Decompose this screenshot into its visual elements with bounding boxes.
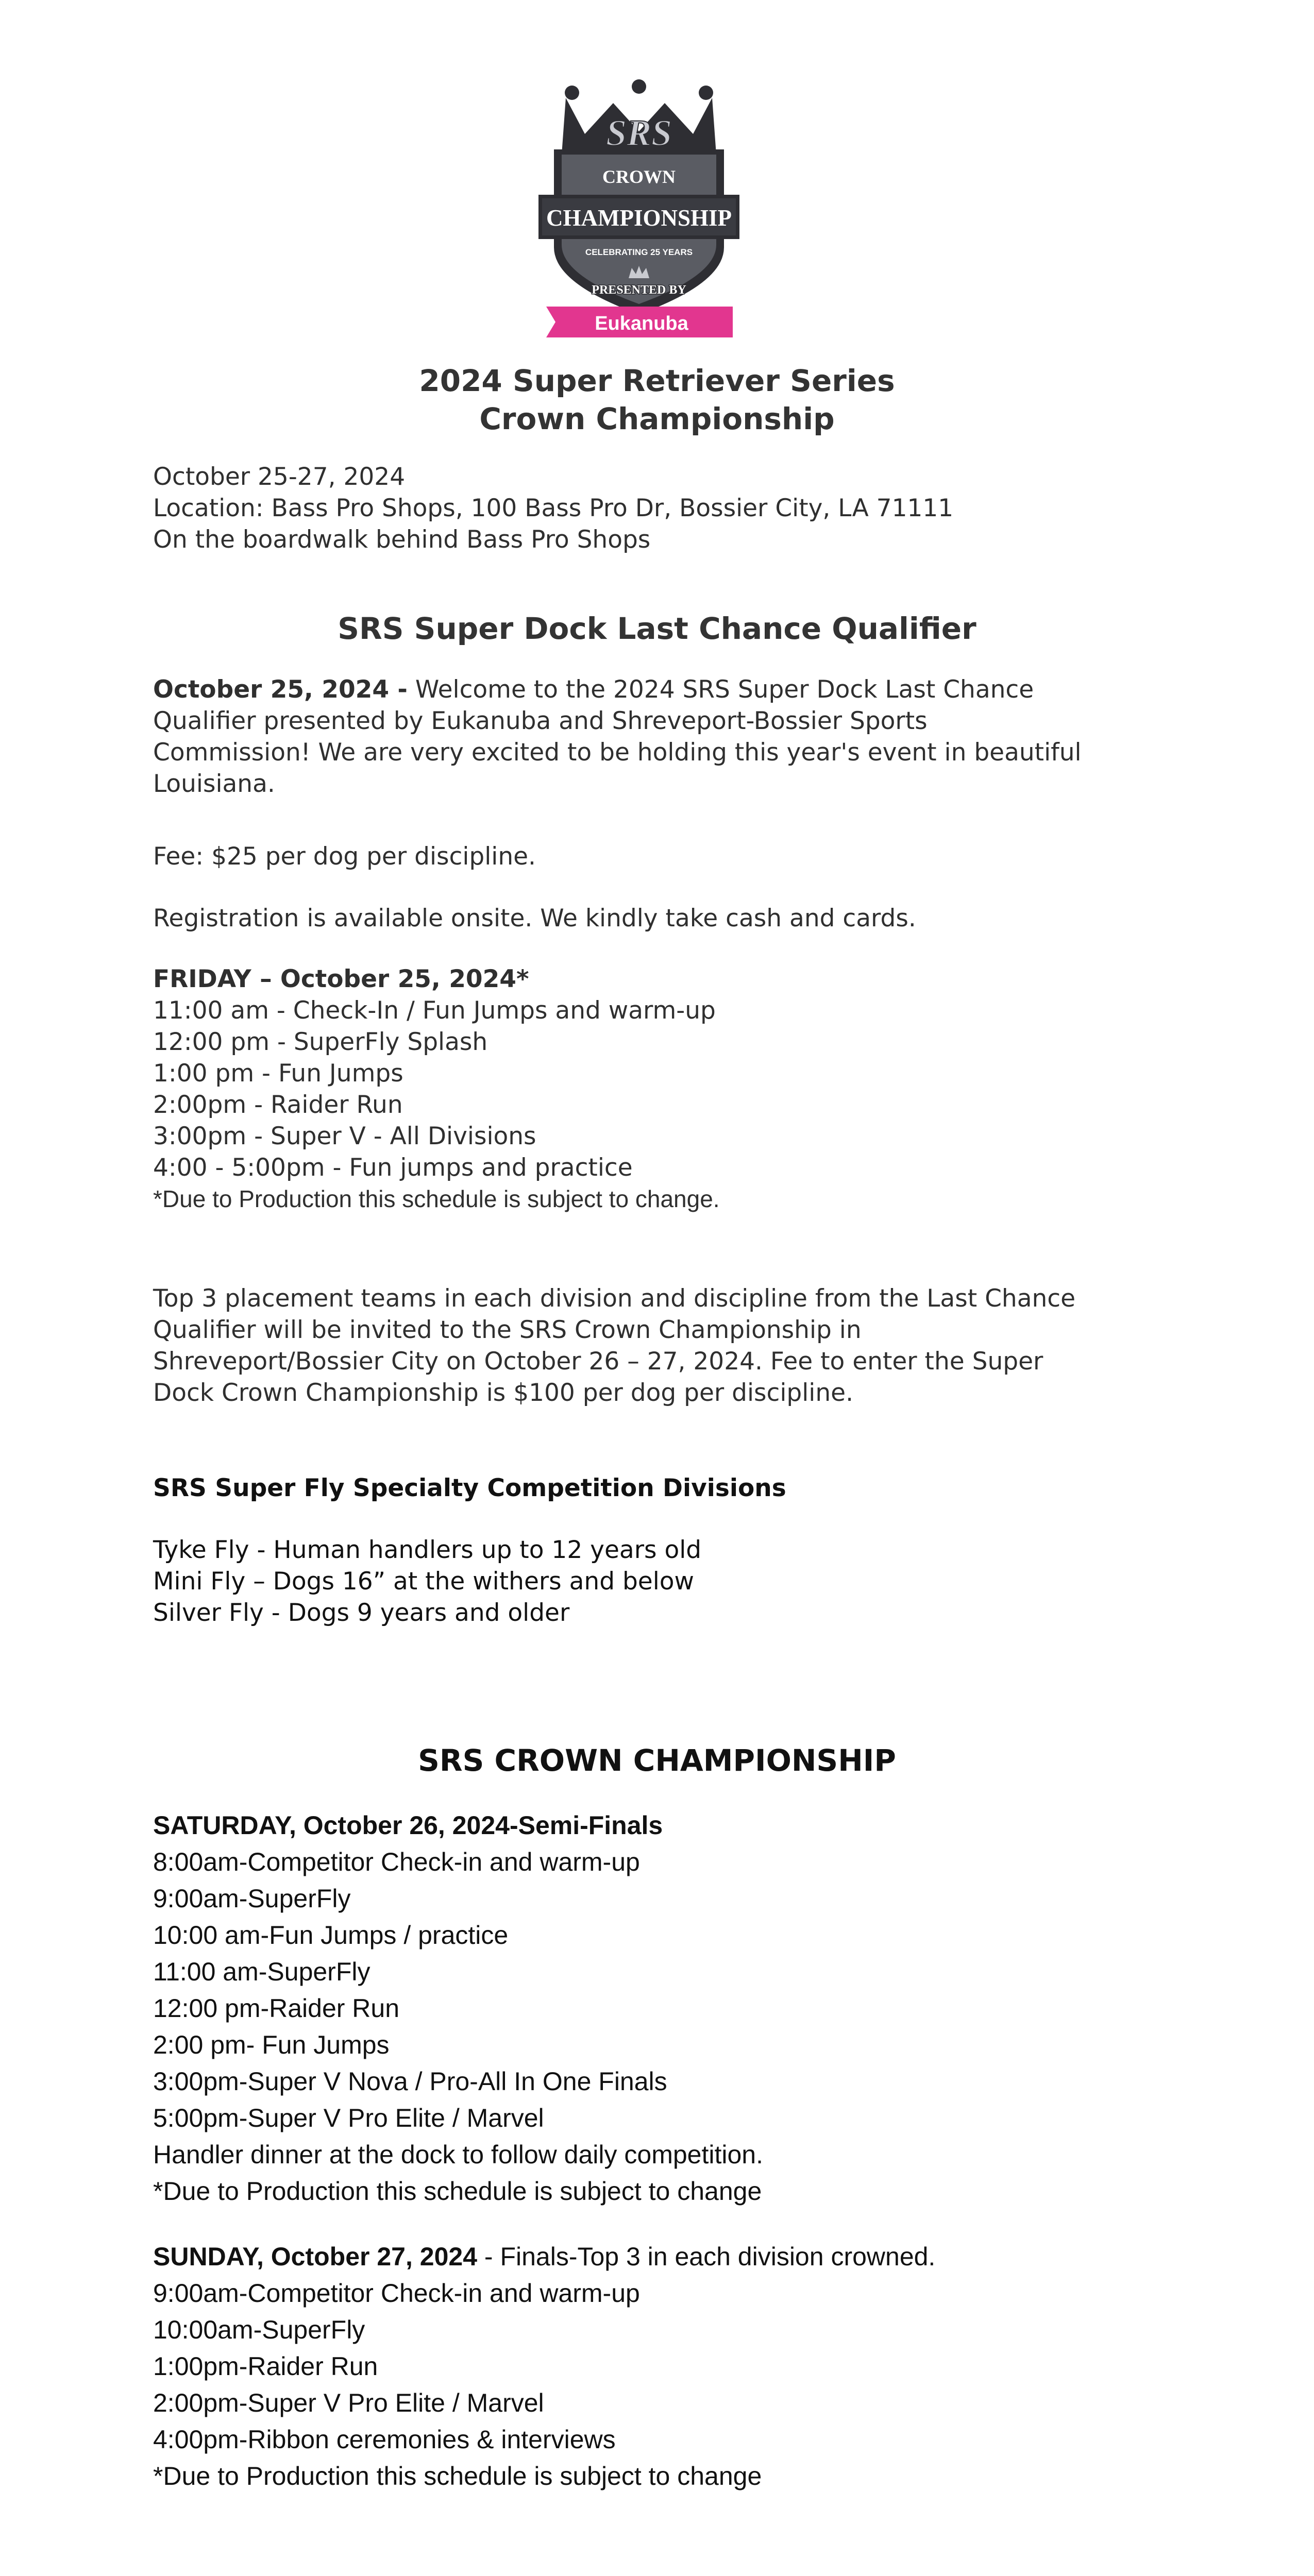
division-item: Mini Fly – Dogs 16” at the withers and below: [153, 1567, 694, 1596]
logo-presented-by-text: PRESENTED BY: [592, 283, 686, 297]
saturday-heading: SATURDAY, October 26, 2024-Semi-Finals: [153, 1811, 663, 1840]
qualifier-intro-line-3: Commission! We are very excited to be holding this year's event in beautiful: [153, 738, 1082, 767]
qualifier-intro-line-1: Welcome to the 2024 SRS Super Dock Last Chance: [407, 675, 1034, 704]
top3-invitation: [153, 1283, 1163, 1409]
friday-schedule-note: *Due to Production this schedule is subject to change.: [153, 1185, 720, 1212]
schedule-item: 2:00 pm- Fun Jumps: [153, 2030, 390, 2059]
schedule-item: 2:00pm-Super V Pro Elite / Marvel: [153, 2388, 544, 2417]
schedule-item: 12:00 pm - SuperFly Splash: [153, 1028, 488, 1056]
friday-schedule: [153, 963, 1163, 1215]
schedule-item: 4:00pm-Ribbon ceremonies & interviews: [153, 2425, 616, 2454]
srs-crown-championship-logo: [536, 77, 742, 345]
event-info: [153, 461, 1163, 555]
schedule-item: 5:00pm-Super V Pro Elite / Marvel: [153, 2104, 544, 2132]
top3-line-3: Shreveport/Bossier City on October 26 – 27, 2024. Fee to enter the Super: [153, 1347, 1043, 1376]
sunday-schedule: [153, 2239, 1163, 2495]
schedule-item: 1:00pm-Raider Run: [153, 2352, 378, 2381]
schedule-item: 1:00 pm - Fun Jumps: [153, 1059, 403, 1088]
page-title: [0, 362, 1314, 438]
superfly-heading: SRS Super Fly Specialty Competition Divisions: [153, 1474, 786, 1502]
event-dates: October 25-27, 2024: [153, 463, 406, 491]
schedule-item: 4:00 - 5:00pm - Fun jumps and practice: [153, 1154, 633, 1182]
schedule-item: 2:00pm - Raider Run: [153, 1091, 403, 1119]
friday-heading: FRIDAY – October 25, 2024*: [153, 965, 529, 993]
qualifier-intro: [153, 674, 1163, 800]
schedule-item: 11:00 am-SuperFly: [153, 1957, 370, 1986]
qualifier-intro-date: October 25, 2024 -: [153, 675, 408, 704]
event-venue-note: On the boardwalk behind Bass Pro Shops: [153, 526, 651, 554]
saturday-schedule: [153, 1807, 1163, 2210]
schedule-item: 11:00 am - Check-In / Fun Jumps and warm-up: [153, 996, 716, 1025]
qualifier-heading: SRS Super Dock Last Chance Qualifier: [338, 611, 976, 646]
division-item: Tyke Fly - Human handlers up to 12 years old: [153, 1536, 702, 1564]
sunday-schedule-note: *Due to Production this schedule is subject to change: [153, 2462, 762, 2490]
schedule-item: 8:00am-Competitor Check-in and warm-up: [153, 1848, 640, 1876]
sunday-heading: SUNDAY, October 27, 2024: [153, 2242, 478, 2271]
top3-line-4: Dock Crown Championship is $100 per dog per discipline.: [153, 1379, 854, 1407]
schedule-item: 3:00pm-Super V Nova / Pro-All In One Finals: [153, 2067, 667, 2096]
sunday-heading-detail: - Finals-Top 3 in each division crowned.: [477, 2242, 936, 2271]
schedule-item: 12:00 pm-Raider Run: [153, 1994, 400, 2023]
qualifier-intro-line-4: Louisiana.: [153, 770, 275, 798]
schedule-item: 9:00am-SuperFly: [153, 1884, 351, 1913]
logo-championship-text: CHAMPIONSHIP: [546, 205, 732, 231]
qualifier-registration: Registration is available onsite. We kindly take cash and cards.: [153, 904, 916, 933]
logo-eukanuba-text: Eukanuba: [595, 313, 688, 334]
superfly-divisions: [153, 1534, 1163, 1629]
title-line-2: Crown Championship: [479, 401, 835, 436]
logo-srs-text: SRS: [605, 112, 672, 154]
qualifier-intro-line-2: Qualifier presented by Eukanuba and Shreveport-Bossier Sports: [153, 707, 928, 735]
logo-celebrating-text: CELEBRATING 25 YEARS: [585, 247, 693, 257]
crown-heading: SRS CROWN CHAMPIONSHIP: [418, 1743, 896, 1778]
title-line-1: 2024 Super Retriever Series: [419, 363, 895, 398]
event-location: Location: Bass Pro Shops, 100 Bass Pro Dr, Bossier City, LA 71111: [153, 494, 954, 522]
schedule-item: 9:00am-Competitor Check-in and warm-up: [153, 2279, 640, 2308]
division-item: Silver Fly - Dogs 9 years and older: [153, 1599, 570, 1627]
top3-line-1: Top 3 placement teams in each division and discipline from the Last Chance: [153, 1284, 1076, 1313]
top3-line-2: Qualifier will be invited to the SRS Crown Championship in: [153, 1316, 862, 1344]
schedule-item: 10:00 am-Fun Jumps / practice: [153, 1921, 509, 1950]
saturday-dinner-note: Handler dinner at the dock to follow daily competition.: [153, 2140, 763, 2169]
schedule-item: 10:00am-SuperFly: [153, 2315, 365, 2344]
logo-crown-text: CROWN: [602, 166, 676, 187]
qualifier-fee: Fee: $25 per dog per discipline.: [153, 842, 536, 871]
saturday-schedule-note: *Due to Production this schedule is subject to change: [153, 2177, 762, 2206]
schedule-item: 3:00pm - Super V - All Divisions: [153, 1122, 536, 1150]
logo-graphic: [536, 77, 742, 345]
